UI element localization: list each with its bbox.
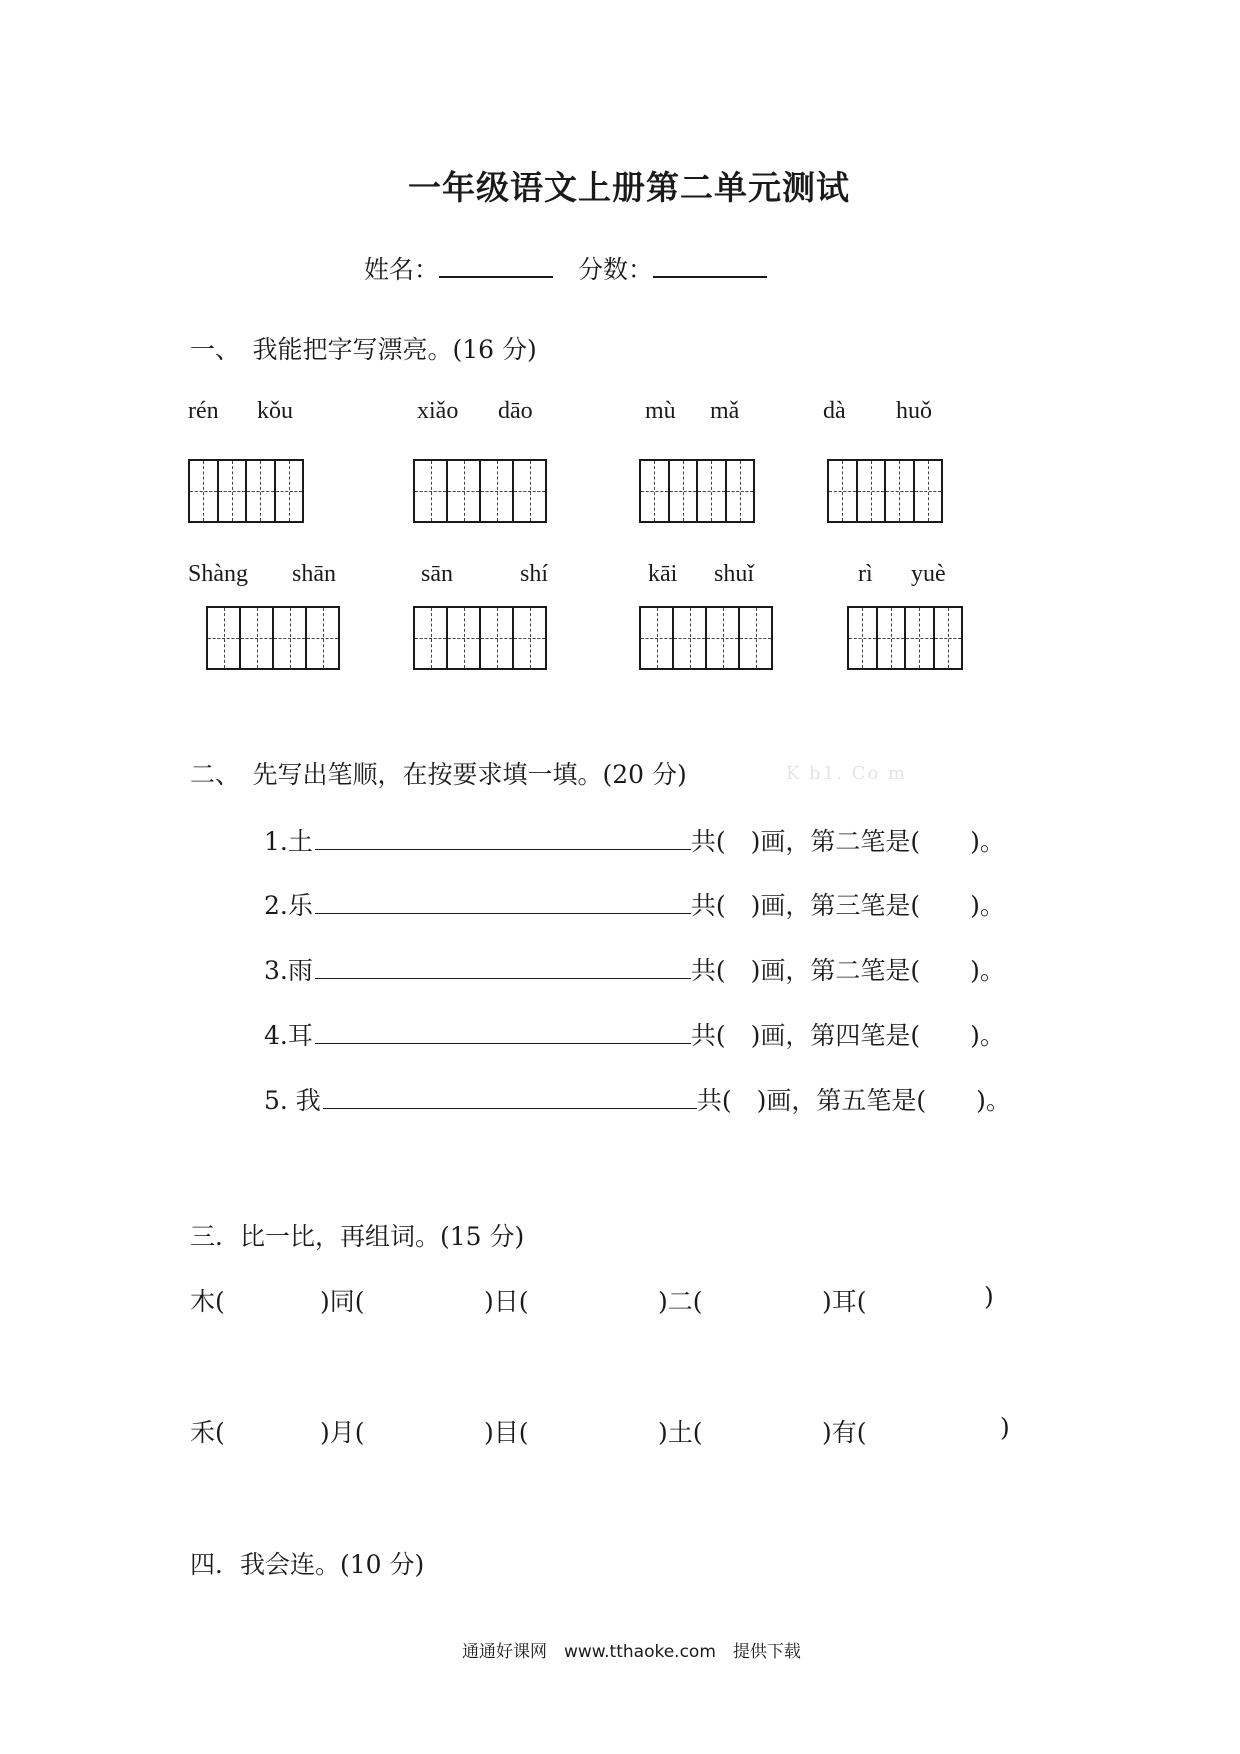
writing-grid[interactable] (413, 459, 547, 523)
pinyin: yuè (911, 561, 946, 587)
compare-char: 禾( (190, 1418, 225, 1447)
stroke-suffix: 共( )画，第二笔是( )。 (690, 827, 1005, 856)
stroke-item[interactable] (264, 1016, 1005, 1052)
pinyin: kāi (648, 561, 678, 587)
stroke-blank[interactable] (315, 1023, 691, 1044)
compare-char: ) (1000, 1413, 1010, 1442)
score-label: 分数： (578, 255, 654, 284)
writing-grid[interactable] (847, 606, 963, 670)
stroke-char: 3.雨 (264, 956, 313, 985)
score-field[interactable] (578, 250, 767, 286)
stroke-blank[interactable] (323, 1088, 697, 1109)
pinyin: shí (520, 561, 549, 587)
pinyin: dà (823, 398, 846, 424)
watermark: K b1. Co m (786, 763, 907, 784)
stroke-item[interactable] (264, 1081, 1011, 1117)
writing-grid[interactable] (639, 459, 755, 523)
pinyin: sān (421, 561, 453, 587)
pinyin: kǒu (257, 398, 293, 424)
compare-char: )耳( (822, 1287, 867, 1316)
compare-char: ) (984, 1282, 994, 1311)
name-blank[interactable] (439, 252, 553, 278)
page-title: 一年级语文上册第二单元测试 (408, 168, 850, 207)
stroke-item[interactable] (264, 822, 1005, 858)
stroke-suffix: 共( )画，第三笔是( )。 (690, 891, 1005, 920)
stroke-suffix: 共( )画，第四笔是( )。 (690, 1021, 1005, 1050)
stroke-item[interactable] (264, 951, 1005, 987)
section1-heading: 一、 我能把字写漂亮。(16 分) (190, 335, 537, 364)
pinyin: shuǐ (714, 561, 755, 587)
writing-grid[interactable] (413, 606, 547, 670)
stroke-suffix: 共( )画，第二笔是( )。 (690, 956, 1005, 985)
pinyin: rén (188, 398, 219, 424)
writing-grid[interactable] (827, 459, 943, 523)
pinyin: mù (645, 398, 676, 424)
writing-grid[interactable] (206, 606, 340, 670)
stroke-char: 5. 我 (264, 1086, 321, 1115)
stroke-char: 2.乐 (264, 891, 313, 920)
pinyin: Shàng (188, 561, 248, 587)
compare-char: )日( (484, 1287, 529, 1316)
stroke-blank[interactable] (315, 958, 691, 979)
stroke-char: 1.土 (264, 827, 313, 856)
stroke-char: 4.耳 (264, 1021, 313, 1050)
pinyin: xiǎo (417, 398, 459, 424)
compare-char: )有( (822, 1418, 867, 1447)
pinyin: shān (292, 561, 336, 587)
compare-char: )月( (320, 1418, 365, 1447)
stroke-item[interactable] (264, 886, 1005, 922)
stroke-blank[interactable] (315, 893, 691, 914)
name-label: 姓名： (364, 255, 440, 284)
pinyin: huǒ (896, 398, 932, 424)
pinyin: mǎ (710, 398, 740, 424)
stroke-suffix: 共( )画，第五笔是( )。 (696, 1086, 1011, 1115)
writing-grid[interactable] (188, 459, 304, 523)
pinyin: rì (858, 561, 873, 587)
section3-heading: 三．比一比，再组词。(15 分) (190, 1222, 525, 1251)
pinyin: dāo (498, 398, 533, 424)
section4-heading: 四．我会连。(10 分) (190, 1550, 425, 1579)
compare-char: )同( (320, 1287, 365, 1316)
compare-char: )土( (658, 1418, 703, 1447)
compare-char: )目( (484, 1418, 529, 1447)
writing-grid[interactable] (639, 606, 773, 670)
stroke-blank[interactable] (315, 829, 691, 850)
compare-char: 木( (190, 1287, 225, 1316)
footer-text: 通通好课网 www.tthaoke.com 提供下载 (462, 1642, 801, 1662)
section2-heading: 二、 先写出笔顺，在按要求填一填。(20 分) (190, 760, 687, 789)
compare-char: )二( (658, 1287, 703, 1316)
name-field[interactable] (364, 250, 553, 286)
score-blank[interactable] (653, 252, 767, 278)
